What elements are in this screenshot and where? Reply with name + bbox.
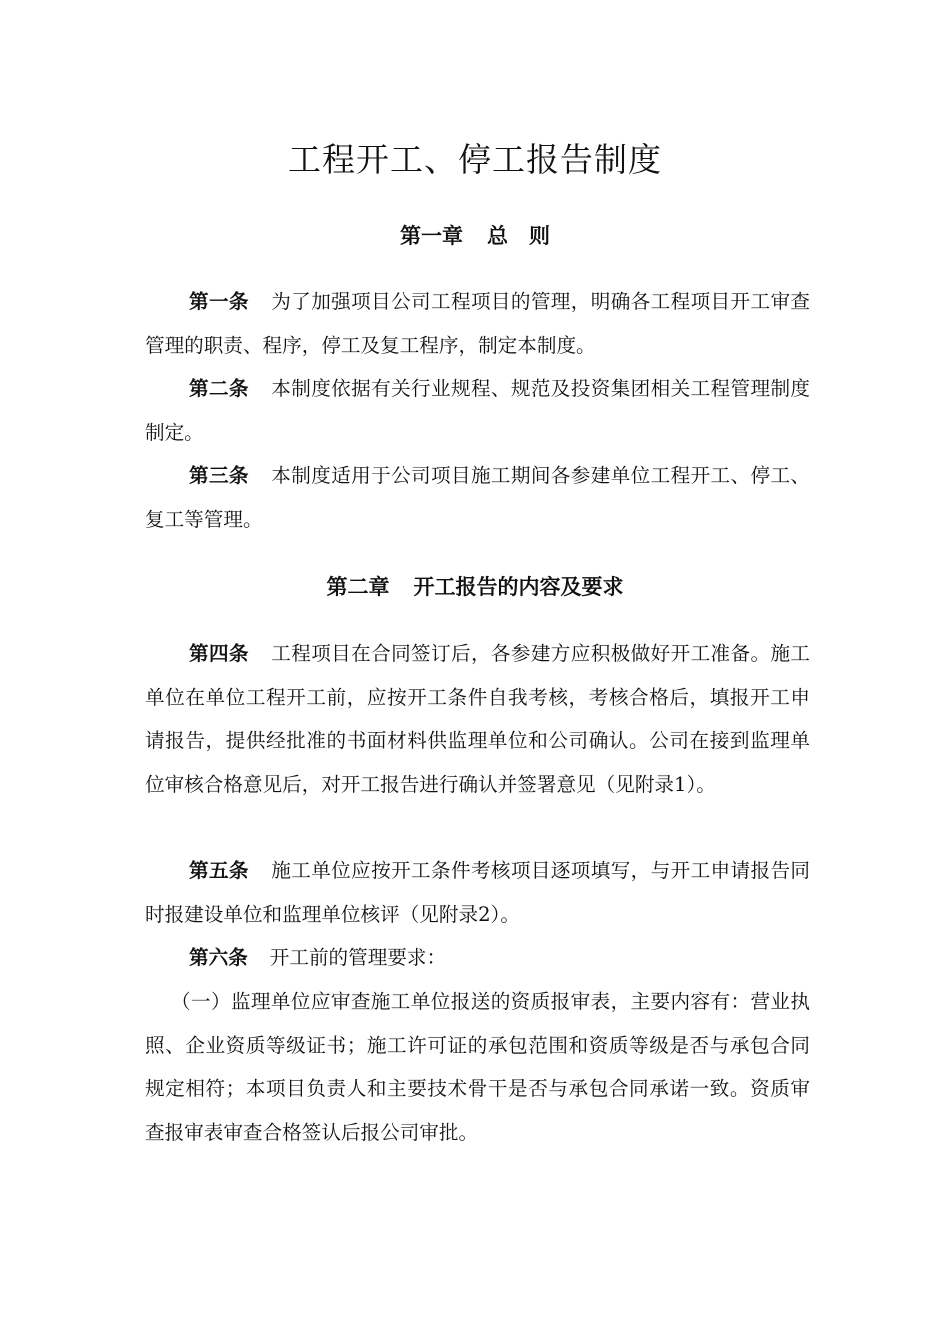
chapter-2-heading xyxy=(0,572,950,602)
article-5-label: 第五条 xyxy=(189,859,249,882)
article-2-text: 本制度依据有关行业规程、规范及投资集团相关工程管理制度制定。 xyxy=(145,377,811,444)
article-2-label: 第二条 xyxy=(189,377,249,400)
article-6 xyxy=(145,936,810,980)
article-3 xyxy=(145,454,810,541)
chapter-1-heading xyxy=(0,221,950,251)
article-4-label: 第四条 xyxy=(189,642,249,665)
document-title: 工程开工、停工报告制度 xyxy=(288,140,662,179)
chapter-2-title: 开工报告的内容及要求 xyxy=(413,575,624,599)
article-1-text: 为了加强项目公司工程项目的管理，明确各工程项目开工审查管理的职责、程序，停工及复工程序，制定本制度。 xyxy=(145,290,811,357)
article-6-text: 开工前的管理要求： xyxy=(269,946,447,969)
chapter-2-number: 第二章 xyxy=(326,575,390,599)
article-4 xyxy=(145,632,810,806)
article-3-text: 本制度适用于公司项目施工期间各参建单位工程开工、停工、复工等管理。 xyxy=(145,464,811,531)
chapter-1-title: 总 则 xyxy=(487,224,550,248)
article-4-text: 工程项目在合同签订后，各参建方应积极做好开工准备。施工单位在单位工程开工前，应按开工条件自我考核，考核合格后，填报开工申请报告，提供经批准的书面材料供监理单位和公司确认。公司在接到监理单位审核合格意见后，对开工报告进行确认并签署意见（见附录1）。 xyxy=(145,642,811,796)
article-1-label: 第一条 xyxy=(189,290,249,313)
article-5 xyxy=(145,849,810,936)
article-3-label: 第三条 xyxy=(189,464,249,487)
article-6-label: 第六条 xyxy=(189,946,248,969)
article-5-text: 施工单位应按开工条件考核项目逐项填写，与开工申请报告同时报建设单位和监理单位核评（见附录2）。 xyxy=(145,859,811,926)
article-1 xyxy=(145,280,810,367)
article-2 xyxy=(145,367,810,454)
article-6-item-1: （一）监理单位应审查施工单位报送的资质报审表，主要内容有：营业执照、企业资质等级证书；施工许可证的承包范围和资质等级是否与承包合同规定相符；本项目负责人和主要技术骨干是否与承包合同承诺一致。资质审查报审表审查合格签认后报公司审批。 xyxy=(145,990,810,1144)
chapter-1-number: 第一章 xyxy=(400,224,463,248)
